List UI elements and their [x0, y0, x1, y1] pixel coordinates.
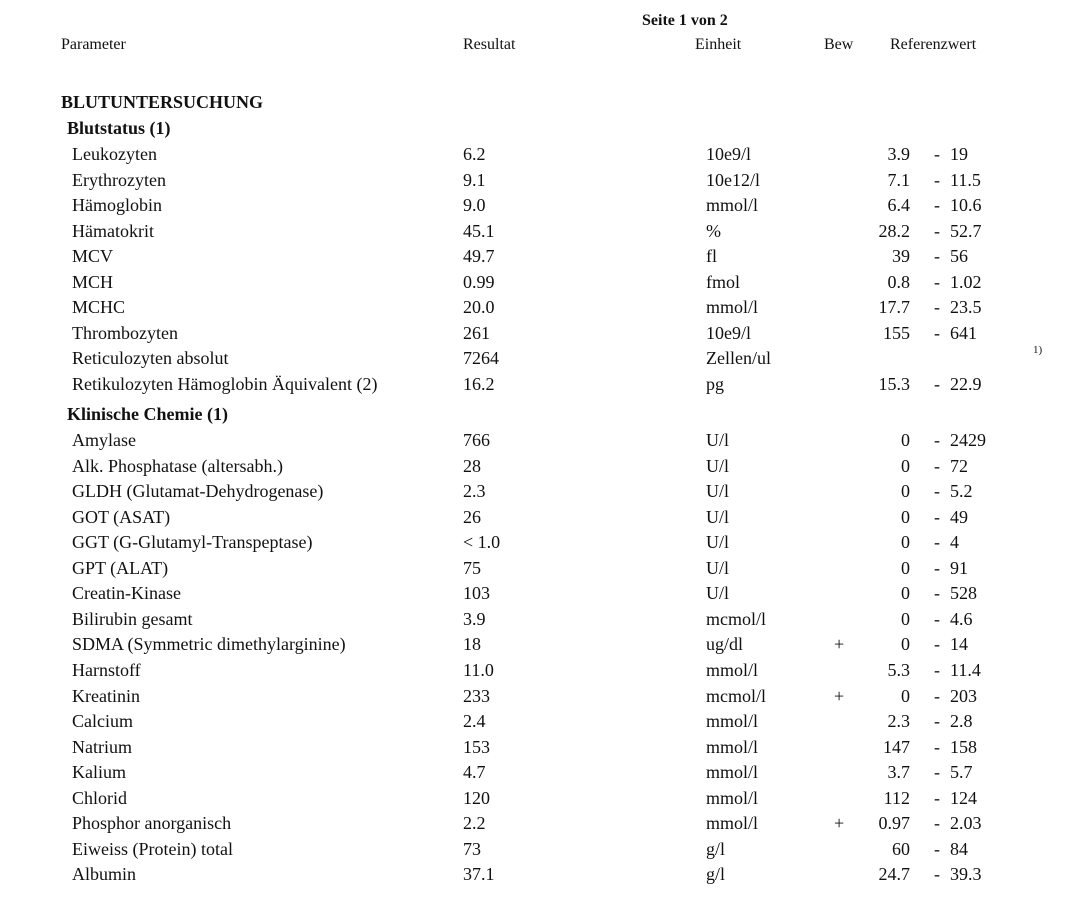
parameter-name: Kreatinin — [72, 685, 140, 706]
parameter-name: Amylase — [72, 430, 136, 450]
reference-low: 39 — [892, 246, 910, 267]
parameter-name: MCV — [72, 246, 114, 267]
result-row — [0, 481, 1080, 506]
reference-separator: - — [934, 220, 940, 241]
unit: 10e12/l — [706, 169, 760, 190]
rating-flag: + — [834, 685, 845, 706]
parameter-name: Reticulozyten absolut — [72, 348, 229, 369]
reference-separator: - — [934, 685, 940, 706]
unit: U/l — [706, 506, 730, 527]
parameter-name: GOT (ASAT) — [72, 506, 171, 527]
unit: U/l — [706, 455, 730, 476]
reference-separator: - — [934, 583, 940, 604]
parameter-name: Thrombozyten — [72, 322, 178, 343]
unit: mmol/l — [706, 787, 759, 808]
result-row — [0, 762, 1080, 787]
reference-high: 158 — [950, 736, 977, 757]
reference-low: 15.3 — [878, 373, 910, 394]
reference-separator: - — [934, 373, 940, 394]
unit: fmol — [706, 271, 740, 292]
unit: mmol/l — [706, 297, 759, 318]
reference-low: 0 — [901, 634, 910, 655]
result-row — [0, 144, 1080, 169]
unit: U/l — [706, 481, 730, 502]
result-row — [0, 456, 1080, 481]
result-row — [0, 297, 1080, 322]
parameter-name: Hämoglobin — [72, 195, 162, 216]
parameter-name: MCHC — [72, 297, 126, 318]
reference-low: 3.9 — [887, 144, 910, 164]
reference-low: 0 — [901, 455, 910, 476]
unit: pg — [706, 373, 724, 394]
reference-high: 19 — [950, 144, 968, 164]
parameter-name: Harnstoff — [72, 659, 141, 680]
reference-separator: - — [934, 195, 940, 216]
result-value: 233 — [463, 685, 490, 706]
result-value: < 1.0 — [463, 532, 501, 553]
parameter-name: Albumin — [72, 864, 137, 885]
parameter-name: Retikulozyten Hämoglobin Äquivalent (2) — [72, 373, 378, 394]
reference-high: 124 — [950, 787, 977, 808]
parameter-name: SDMA (Symmetric dimethylarginine) — [72, 634, 346, 655]
reference-separator: - — [934, 838, 940, 859]
rating-flag: + — [834, 634, 845, 655]
parameter-name: Calcium — [72, 711, 133, 732]
reference-separator: - — [934, 297, 940, 318]
reference-high: 56 — [950, 246, 968, 267]
result-value: 2.3 — [463, 481, 486, 502]
reference-low: 2.3 — [887, 711, 910, 732]
result-value: 18 — [463, 634, 481, 655]
result-value: 9.1 — [463, 169, 486, 190]
unit: U/l — [706, 583, 730, 604]
reference-separator: - — [934, 271, 940, 292]
column-header-result: Resultat — [463, 36, 516, 53]
unit: U/l — [706, 557, 730, 578]
parameter-name: GGT (G-Glutamyl-Transpeptase) — [72, 532, 313, 553]
parameter-name: Eiweiss (Protein) total — [72, 838, 233, 859]
parameter-name: GLDH (Glutamat-Dehydrogenase) — [72, 481, 324, 502]
unit: fl — [706, 246, 717, 267]
reference-high: 4 — [950, 532, 959, 553]
result-value: 37.1 — [463, 864, 495, 885]
group-title: Blutstatus (1) — [67, 118, 171, 138]
result-row — [0, 660, 1080, 685]
reference-low: 0 — [901, 557, 910, 578]
unit: U/l — [706, 430, 730, 450]
reference-low: 0.97 — [878, 813, 910, 834]
reference-high: 2.8 — [950, 711, 973, 732]
unit: mcmol/l — [706, 685, 766, 706]
result-row — [0, 195, 1080, 220]
result-value: 4.7 — [463, 762, 486, 783]
unit: g/l — [706, 864, 726, 885]
reference-high: 14 — [950, 634, 968, 655]
reference-low: 112 — [883, 787, 910, 808]
parameter-name: Bilirubin gesamt — [72, 608, 193, 629]
reference-low: 60 — [892, 838, 910, 859]
result-row — [0, 813, 1080, 838]
parameter-name: Alk. Phosphatase (altersabh.) — [72, 455, 283, 476]
reference-separator: - — [934, 608, 940, 629]
reference-low: 0 — [901, 685, 910, 706]
unit: 10e9/l — [706, 322, 751, 343]
parameter-name: Hämatokrit — [72, 220, 154, 241]
reference-low: 0.8 — [887, 271, 910, 292]
result-value: 28 — [463, 455, 481, 476]
unit: mmol/l — [706, 813, 759, 834]
reference-separator: - — [934, 144, 940, 164]
result-value: 766 — [463, 430, 490, 450]
page-header: Seite 1 von 2 — [642, 12, 728, 29]
result-value: 120 — [463, 787, 490, 808]
result-value: 2.2 — [463, 813, 486, 834]
unit: mmol/l — [706, 659, 759, 680]
result-value: 26 — [463, 506, 481, 527]
reference-low: 5.3 — [887, 659, 910, 680]
reference-separator: - — [934, 557, 940, 578]
reference-low: 155 — [883, 322, 910, 343]
reference-separator: - — [934, 813, 940, 834]
reference-separator: - — [934, 711, 940, 732]
reference-high: 49 — [950, 506, 968, 527]
parameter-name: Leukozyten — [72, 144, 157, 164]
parameter-name: Erythrozyten — [72, 169, 166, 190]
unit: 10e9/l — [706, 144, 751, 164]
result-value: 75 — [463, 557, 481, 578]
rating-flag: + — [834, 813, 845, 834]
reference-separator: - — [934, 736, 940, 757]
reference-low: 28.2 — [878, 220, 910, 241]
result-row — [0, 558, 1080, 583]
footnote-marker: 1) — [1033, 344, 1043, 357]
result-row — [0, 634, 1080, 659]
result-value: 6.2 — [463, 144, 486, 164]
reference-separator: - — [934, 246, 940, 267]
result-row — [0, 272, 1080, 297]
result-value: 16.2 — [463, 373, 495, 394]
result-value: 20.0 — [463, 297, 495, 318]
result-value: 3.9 — [463, 608, 486, 629]
result-value: 153 — [463, 736, 490, 757]
unit: mmol/l — [706, 711, 759, 732]
parameter-name: Kalium — [72, 762, 126, 783]
unit: Zellen/ul — [706, 348, 771, 369]
reference-low: 0 — [901, 608, 910, 629]
reference-low: 0 — [901, 506, 910, 527]
reference-separator: - — [934, 481, 940, 502]
unit: % — [706, 220, 721, 241]
section-title: BLUTUNTERSUCHUNG — [61, 92, 264, 112]
reference-low: 0 — [901, 481, 910, 502]
result-row — [0, 532, 1080, 557]
result-row — [0, 374, 1080, 399]
unit: mmol/l — [706, 762, 759, 783]
result-row — [0, 737, 1080, 762]
column-header-reference: Referenzwert — [890, 36, 977, 53]
reference-separator: - — [934, 506, 940, 527]
column-header-unit: Einheit — [695, 36, 742, 53]
reference-high: 1.02 — [950, 271, 982, 292]
reference-high: 11.4 — [950, 659, 981, 680]
result-row — [0, 221, 1080, 246]
reference-separator: - — [934, 430, 940, 450]
reference-low: 147 — [883, 736, 910, 757]
result-row — [0, 344, 1080, 373]
result-row — [0, 170, 1080, 195]
reference-high: 91 — [950, 557, 968, 578]
reference-high: 2429 — [950, 430, 986, 450]
unit: mmol/l — [706, 736, 759, 757]
reference-low: 0 — [901, 430, 910, 450]
result-row — [0, 609, 1080, 634]
result-value: 45.1 — [463, 220, 495, 241]
group-title: Klinische Chemie (1) — [67, 404, 228, 424]
result-value: 2.4 — [463, 711, 486, 732]
result-row — [0, 788, 1080, 813]
result-value: 9.0 — [463, 195, 486, 216]
result-row — [0, 686, 1080, 711]
reference-low: 0 — [901, 583, 910, 604]
unit: g/l — [706, 838, 726, 859]
reference-high: 203 — [950, 685, 977, 706]
reference-separator: - — [934, 322, 940, 343]
reference-separator: - — [934, 169, 940, 190]
parameter-name: MCH — [72, 271, 114, 292]
result-row — [0, 430, 1080, 455]
unit: ug/dl — [706, 634, 744, 655]
unit: U/l — [706, 532, 730, 553]
reference-separator: - — [934, 787, 940, 808]
result-row — [0, 711, 1080, 736]
result-row — [0, 583, 1080, 608]
result-value: 49.7 — [463, 246, 495, 267]
reference-low: 17.7 — [878, 297, 910, 318]
reference-separator: - — [934, 864, 940, 885]
column-header-rating: Bew — [824, 36, 854, 53]
reference-high: 22.9 — [950, 373, 982, 394]
result-value: 73 — [463, 838, 481, 859]
reference-low: 3.7 — [887, 762, 910, 783]
result-value: 7264 — [463, 348, 499, 369]
result-row — [0, 323, 1080, 348]
result-value: 261 — [463, 322, 490, 343]
result-value: 0.99 — [463, 271, 495, 292]
reference-low: 24.7 — [878, 864, 910, 885]
reference-low: 7.1 — [887, 169, 910, 190]
parameter-name: Phosphor anorganisch — [72, 813, 232, 834]
reference-low: 6.4 — [887, 195, 910, 216]
reference-high: 5.7 — [950, 762, 973, 783]
parameter-name: GPT (ALAT) — [72, 557, 169, 578]
reference-high: 4.6 — [950, 608, 973, 629]
reference-high: 72 — [950, 455, 968, 476]
result-row — [0, 246, 1080, 271]
reference-high: 5.2 — [950, 481, 973, 502]
result-value: 103 — [463, 583, 490, 604]
reference-high: 2.03 — [950, 813, 982, 834]
reference-high: 641 — [950, 322, 977, 343]
reference-high: 39.3 — [950, 864, 982, 885]
reference-separator: - — [934, 532, 940, 553]
reference-high: 23.5 — [950, 297, 982, 318]
reference-high: 11.5 — [950, 169, 981, 190]
parameter-name: Chlorid — [72, 787, 128, 808]
reference-low: 0 — [901, 532, 910, 553]
unit: mmol/l — [706, 195, 759, 216]
result-row — [0, 507, 1080, 532]
column-header-parameter: Parameter — [61, 36, 126, 53]
reference-high: 10.6 — [950, 195, 982, 216]
unit: mcmol/l — [706, 608, 766, 629]
reference-separator: - — [934, 634, 940, 655]
parameter-name: Natrium — [72, 736, 132, 757]
reference-separator: - — [934, 659, 940, 680]
reference-high: 528 — [950, 583, 977, 604]
reference-separator: - — [934, 762, 940, 783]
result-row — [0, 864, 1080, 889]
reference-high: 52.7 — [950, 220, 982, 241]
reference-separator: - — [934, 455, 940, 476]
result-value: 11.0 — [463, 659, 494, 680]
result-row — [0, 839, 1080, 864]
parameter-name: Creatin-Kinase — [72, 583, 181, 604]
reference-high: 84 — [950, 838, 968, 859]
